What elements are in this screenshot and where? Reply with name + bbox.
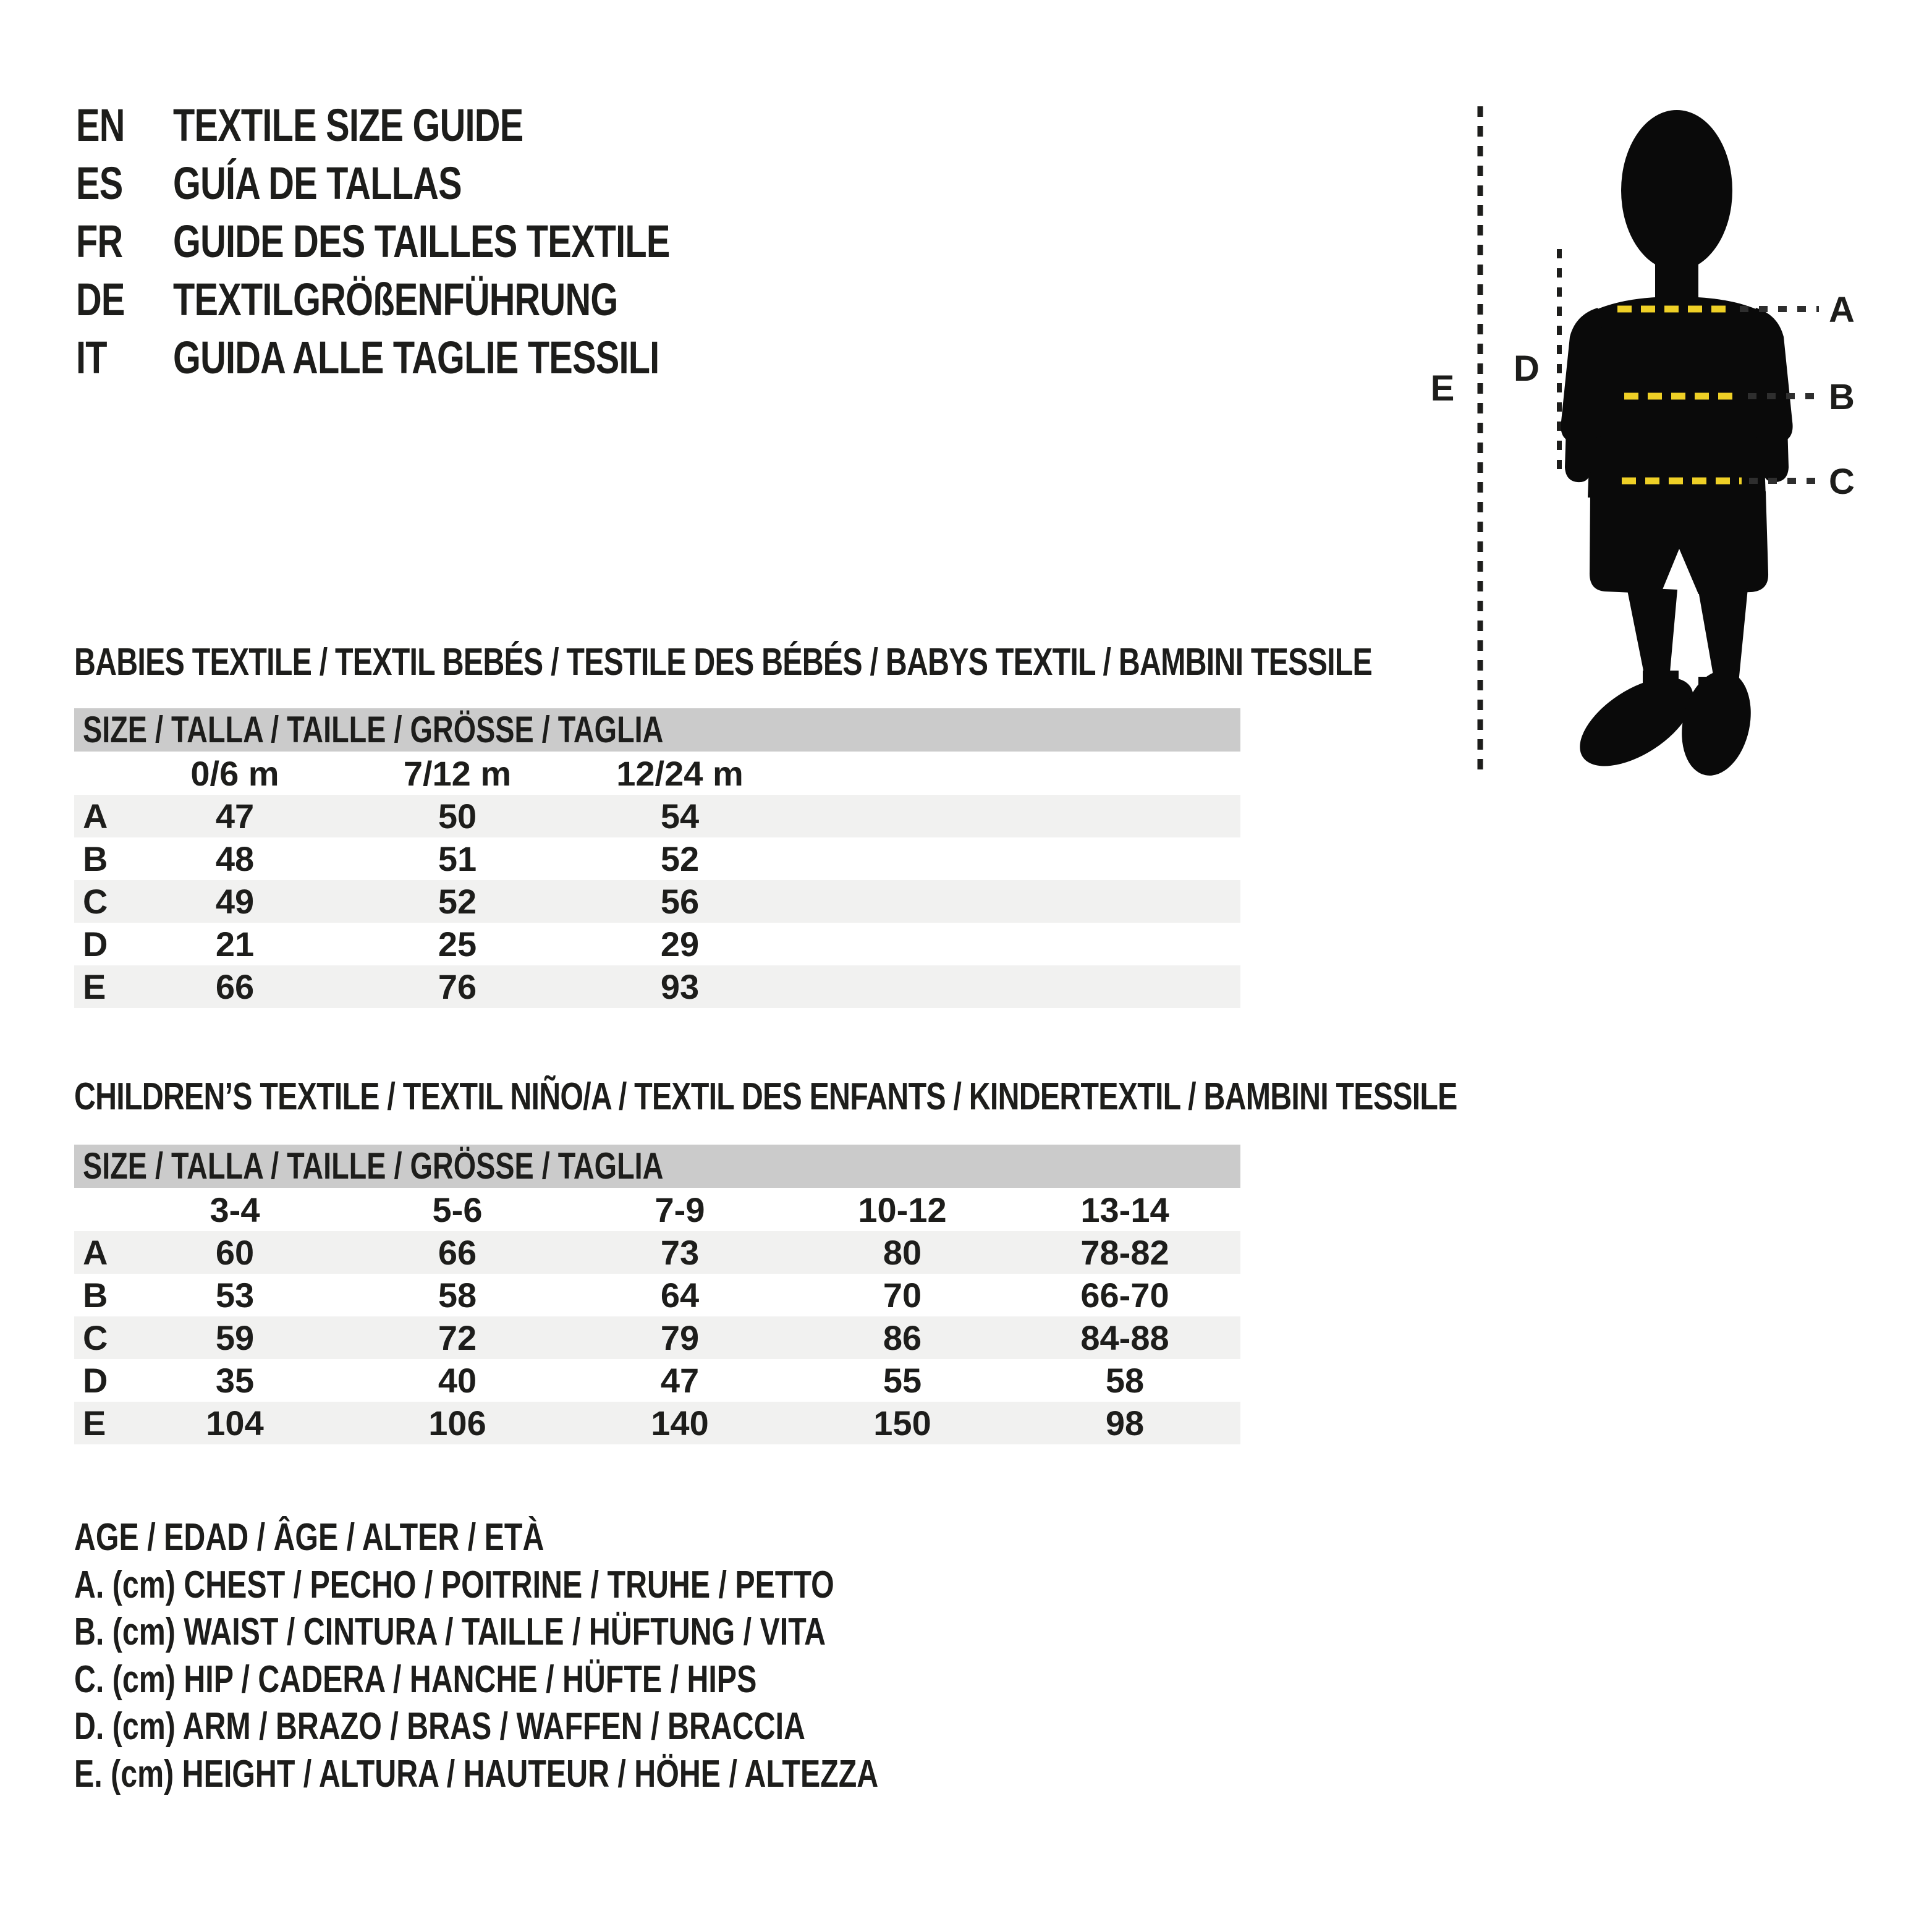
babies-column-header-row <box>74 752 1240 795</box>
measurement-legend <box>74 1514 1105 1799</box>
table-cell: 47 <box>660 1361 700 1400</box>
table-cell: 52 <box>660 839 700 878</box>
table-cell: 72 <box>438 1318 477 1357</box>
table-cell: 50 <box>438 797 477 836</box>
lang-title: TEXTILE SIZE GUIDE <box>173 100 523 151</box>
lang-title: TEXTILGRÖßENFÜHRUNG <box>173 274 618 325</box>
table-cell: 49 <box>215 882 255 921</box>
babies-col-header: 12/24 m <box>616 753 744 793</box>
lang-title: GUÍA DE TALLAS <box>173 158 462 209</box>
waist-label: B <box>1829 377 1855 417</box>
table-cell: 51 <box>438 839 477 878</box>
lang-code: DE <box>76 274 125 325</box>
arm-label: D <box>1514 349 1540 389</box>
table-row <box>74 1402 1240 1444</box>
legend-line-height: E. (cm) HEIGHT / ALTURA / HAUTEUR / HÖHE / ALTEZZA <box>74 1752 879 1795</box>
table-cell: 52 <box>438 882 477 921</box>
table-cell: 104 <box>206 1404 264 1443</box>
table-cell: 66-70 <box>1080 1276 1169 1315</box>
babies-section-title: BABIES TEXTILE / TEXTIL BEBÉS / TESTILE DES BÉBÉS / BABYS TEXTIL / BAMBINI TESSILE <box>74 641 1372 684</box>
table-cell: 58 <box>1105 1361 1145 1400</box>
table-cell: 53 <box>215 1276 255 1315</box>
children-col-header: 3-4 <box>210 1190 260 1229</box>
children-column-header-row <box>74 1188 1240 1231</box>
legend-line-age: AGE / EDAD / ÂGE / ALTER / ETÀ <box>74 1516 544 1559</box>
table-cell: 78-82 <box>1080 1233 1169 1272</box>
row-label: E <box>83 1404 106 1443</box>
table-cell: 40 <box>438 1361 477 1400</box>
table-cell: 56 <box>660 882 700 921</box>
children-table-header-bar <box>74 1145 1240 1188</box>
lang-code: IT <box>76 332 107 383</box>
babies-size-header: SIZE / TALLA / TAILLE / GRÖSSE / TAGLIA <box>83 709 664 750</box>
table-row <box>74 837 1240 880</box>
row-label: A <box>83 797 108 836</box>
babies-size-table <box>74 708 1240 1008</box>
table-cell: 60 <box>215 1233 255 1272</box>
table-cell: 58 <box>438 1276 477 1315</box>
children-col-header: 5-6 <box>432 1190 483 1229</box>
lang-code: ES <box>76 158 123 209</box>
hip-label: C <box>1829 462 1855 502</box>
table-cell: 54 <box>660 797 700 836</box>
row-label: B <box>83 1276 108 1315</box>
table-cell: 98 <box>1105 1404 1145 1443</box>
table-cell: 21 <box>215 925 255 964</box>
babies-col-header: 7/12 m <box>403 753 512 793</box>
children-size-table <box>74 1145 1240 1444</box>
lang-title: GUIDA ALLE TAGLIE TESSILI <box>173 332 659 383</box>
table-cell: 84-88 <box>1080 1318 1169 1357</box>
table-row <box>74 1359 1240 1402</box>
lang-code: EN <box>76 100 125 151</box>
height-label: E <box>1430 368 1455 409</box>
row-label: D <box>83 1361 108 1400</box>
table-cell: 25 <box>438 925 477 964</box>
babies-col-header: 0/6 m <box>190 753 279 793</box>
row-label: D <box>83 925 108 964</box>
table-row <box>74 1274 1240 1316</box>
table-cell: 64 <box>660 1276 700 1315</box>
row-label: B <box>83 839 108 878</box>
table-cell: 93 <box>660 967 700 1006</box>
row-label: A <box>83 1233 108 1272</box>
legend-line-chest: A. (cm) CHEST / PECHO / POITRINE / TRUHE / PETTO <box>74 1563 834 1606</box>
table-cell: 29 <box>660 925 700 964</box>
babies-table-header-bar <box>74 708 1240 752</box>
table-cell: 66 <box>215 967 255 1006</box>
table-row <box>74 880 1240 923</box>
table-cell: 48 <box>215 839 255 878</box>
table-cell: 47 <box>215 797 255 836</box>
table-cell: 140 <box>651 1404 709 1443</box>
children-col-header: 7-9 <box>655 1190 705 1229</box>
table-cell: 150 <box>873 1404 931 1443</box>
table-cell: 70 <box>883 1276 922 1315</box>
table-cell: 35 <box>215 1361 255 1400</box>
table-cell: 73 <box>660 1233 700 1272</box>
lang-code: FR <box>76 216 123 267</box>
table-row <box>74 923 1240 965</box>
table-cell: 55 <box>883 1361 922 1400</box>
table-cell: 86 <box>883 1318 922 1357</box>
row-label: E <box>83 967 106 1006</box>
legend-line-arm: D. (cm) ARM / BRAZO / BRAS / WAFFEN / BRACCIA <box>74 1705 806 1748</box>
row-label: C <box>83 882 108 921</box>
table-row <box>74 1316 1240 1359</box>
children-size-header: SIZE / TALLA / TAILLE / GRÖSSE / TAGLIA <box>83 1145 664 1187</box>
table-row <box>74 1231 1240 1274</box>
children-section-title: CHILDREN’S TEXTILE / TEXTIL NIÑO/A / TEXTIL DES ENFANTS / KINDERTEXTIL / BAMBINI TESSILE <box>74 1075 1457 1118</box>
table-cell: 80 <box>883 1233 922 1272</box>
children-col-header: 13-14 <box>1080 1190 1169 1229</box>
row-label: C <box>83 1318 108 1357</box>
table-row <box>74 965 1240 1008</box>
table-cell: 76 <box>438 967 477 1006</box>
table-row <box>74 795 1240 837</box>
legend-line-waist: B. (cm) WAIST / CINTURA / TAILLE / HÜFTUNG / VITA <box>74 1611 826 1654</box>
table-cell: 106 <box>428 1404 486 1443</box>
table-cell: 66 <box>438 1233 477 1272</box>
table-cell: 59 <box>215 1318 255 1357</box>
chest-label: A <box>1829 290 1855 330</box>
table-cell: 79 <box>660 1318 700 1357</box>
legend-line-hip: C. (cm) HIP / CADERA / HANCHE / HÜFTE / HIPS <box>74 1658 757 1701</box>
children-col-header: 10-12 <box>858 1190 947 1229</box>
lang-title: GUIDE DES TAILLES TEXTILE <box>173 216 670 267</box>
